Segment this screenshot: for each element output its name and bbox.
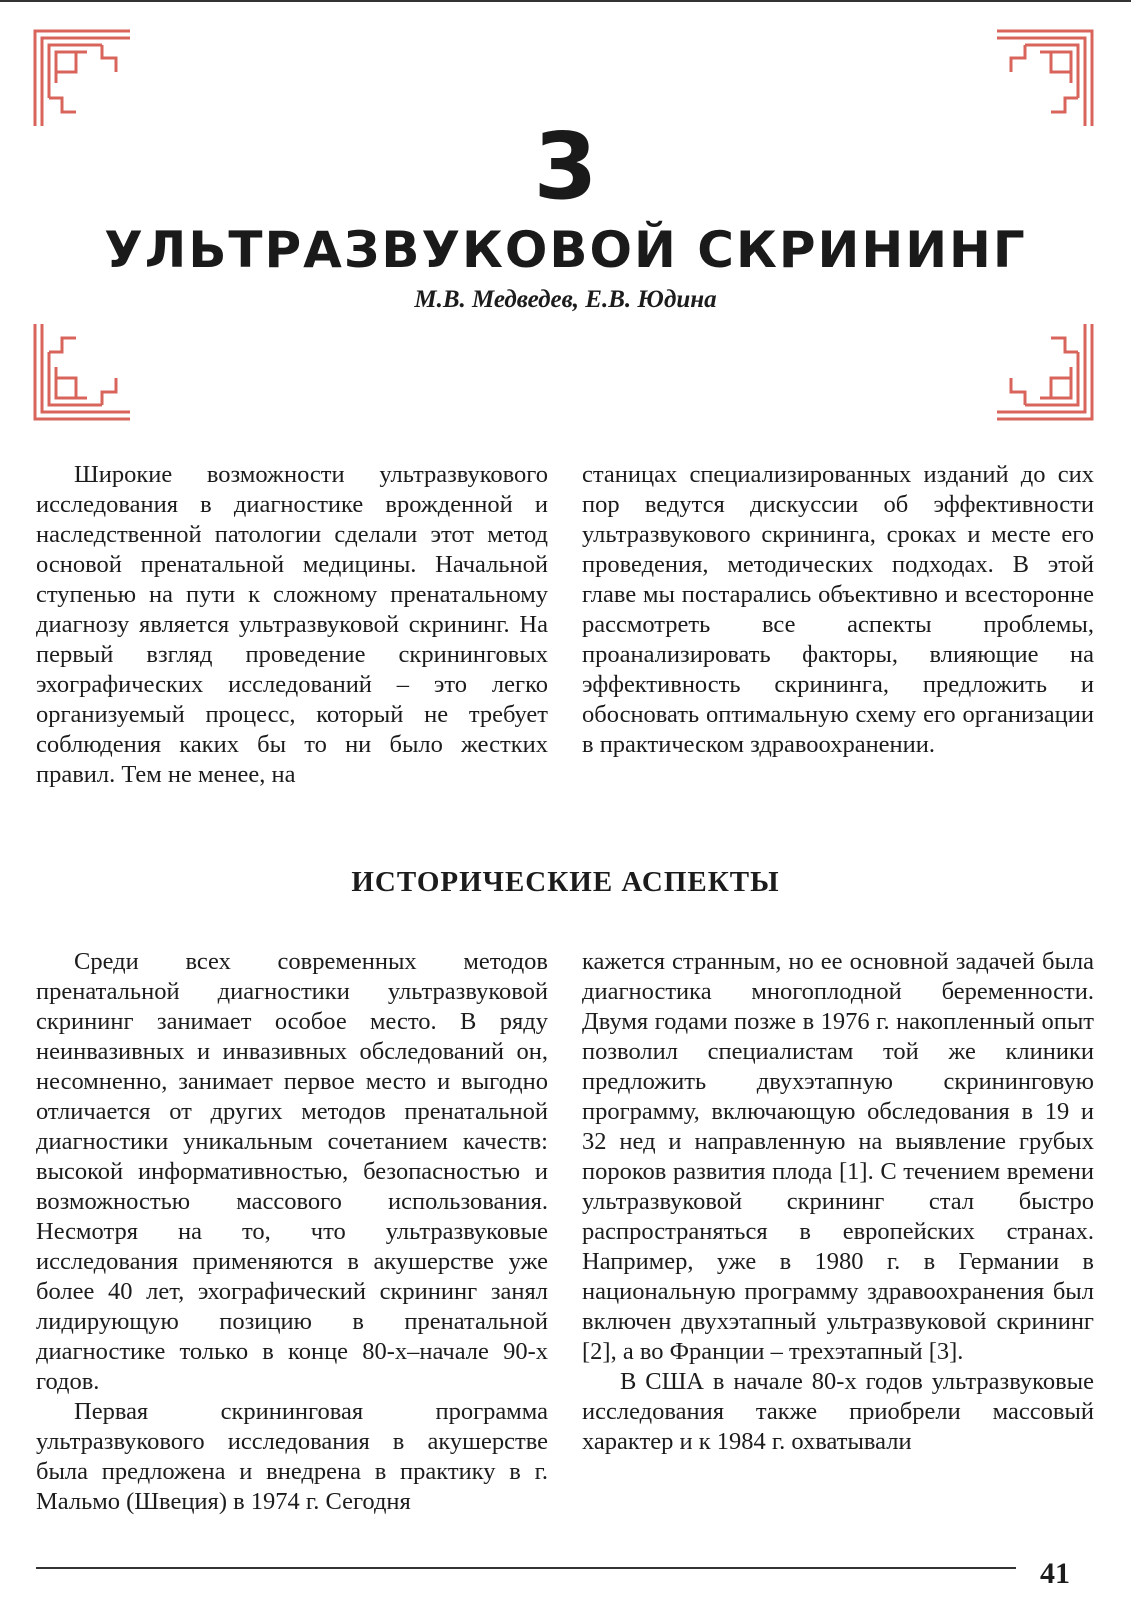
history-column-left [36,947,548,1517]
top-rule [0,0,1131,2]
history-paragraph: Первая скрининговая программа ультразвукового исследования в акушерстве была предложена и внедрена в практику в г. Мальмо (Швеция) в 1974 г. Сегодня [36,1398,548,1515]
intro-column-right [582,460,1094,760]
intro-paragraph: Широкие возможности ультразвукового исследования в диагностике врожденной и наследственной патологии сделали этот метод основой пренатальной медицины. Начальной ступенью на пути к сложному пренатальному диагнозу является ультразвуковой скрининг. На первый взгляд проведение скрининговых эхографических исследований – это легко организуемый процесс, который не требует соблюдения каких бы то ни было жестких правил. Тем не менее, на [36,461,548,788]
intro-column-left [36,460,548,790]
history-paragraph: Среди всех современных методов пренатальной диагностики ультразвуковой скрининг занимает особое место. В ряду неинвазивных и инвазивных обследований он, несомненно, занимает первое место и выгодно отличается от других методов пренатальной диагностики уникальным сочетанием качеств: высокой информативностью, безопасностью и возможностью массового использования. Несмотря на то, что ультразвуковые исследования применяются в акушерстве уже более 40 лет, эхографический скрининг занял лидирующую позицию в пренатальной диагностике только в конце 80-х–начале 90-х годов. [36,948,548,1395]
intro-paragraph-continued: станицах специализированных изданий до сих пор ведутся дискуссии об эффективности ультразвукового скрининга, сроках и месте его проведения, методических подходах. В этой главе мы постарались объективно и всесторонне рассмотреть все аспекты проблемы, проанализировать факторы, влияющие на эффективность скрининга, предложить и обосновать оптимальную схему его организации в практическом здравоохранении. [582,461,1094,758]
history-paragraph: В США в начале 80-х годов ультразвуковые исследования также приобрели массовый характер и к 1984 г. охватывали [582,1368,1094,1455]
history-column-right [582,947,1094,1457]
history-paragraph-continued: кажется странным, но ее основной задачей была диагностика многоплодной беременности. Двумя годами позже в 1976 г. накопленный опыт позволил специалистам той же клиники предложить двухэтапную скрининговую программу, включающую обследования в 19 и 32 нед и направленную на выявление грубых пороков развития плода [1]. С течением времени ультразвуковой скрининг стал быстро распространяться в европейских странах. Например, уже в 1980 г. в Германии в национальную программу здравоохранения был включен двухэтапный ультразвуковой скрининг [2], а во Франции – трехэтапный [3]. [582,948,1094,1365]
chapter-title: УЛЬТРАЗВУКОВОЙ СКРИНИНГ [104,221,1027,279]
corner-ornament-icon [32,322,132,422]
corner-ornament-icon [995,322,1095,422]
chapter-number: 3 [533,113,598,220]
section-heading: ИСТОРИЧЕСКИЕ АСПЕКТЫ [351,866,780,898]
page-number: 41 [1040,1557,1070,1590]
bottom-rule [36,1567,1016,1569]
chapter-authors: М.В. Медведев, Е.В. Юдина [414,286,717,313]
